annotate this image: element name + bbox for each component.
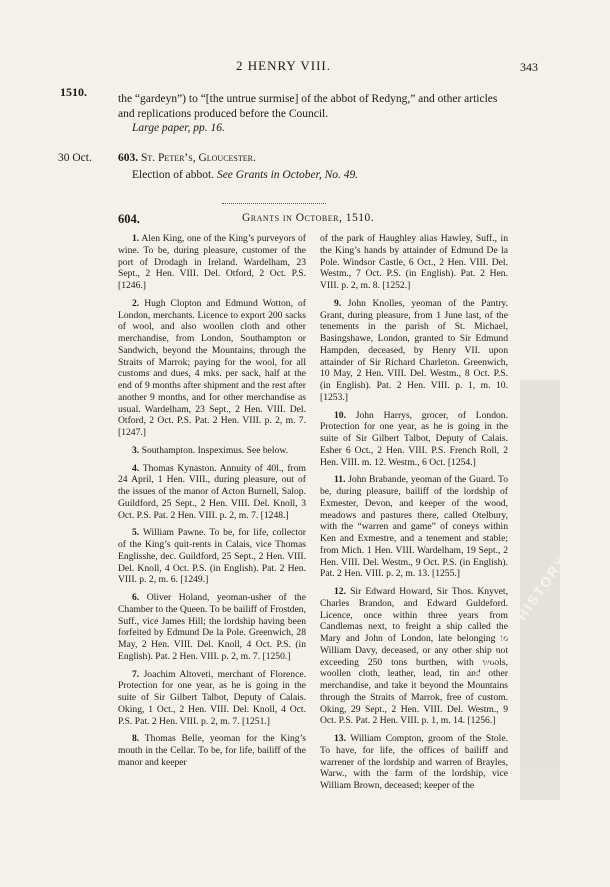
grant-text: Alen King, one of the King’s purveyors of wine. To be, during pleasure, customer of the port of Drodagh in Ireland. Wardelham, 23 Sept., 2 Hen. VIII. Del. Otford, 2 Oct. P.S. [1246.] <box>118 233 306 291</box>
grant-paragraph <box>118 445 306 457</box>
page-number: 343 <box>520 60 538 74</box>
grant-text: Oliver Holand, yeoman-usher of the Chamber to the Queen. To be bailiff of Frostden, Suff., vice James Hill; the lordship having been forfeited by Edmund De la Pole. Greenwich, 28 May, 2 Hen. VIII. Del. Knoll, 4 Oct. P.S. (in English). Pat. 2 Hen. VIII. p. 2, m. 7. [1250.] <box>118 592 306 662</box>
grant-paragraph <box>118 233 306 292</box>
grant-paragraph <box>320 298 508 404</box>
grant-number: 10. <box>334 409 346 421</box>
grant-number: 7. <box>132 668 140 680</box>
grant-number: 6. <box>132 592 140 603</box>
grant-number: 11. <box>334 474 346 486</box>
grant-number: 1. <box>132 233 140 244</box>
section-divider <box>222 203 326 204</box>
entry-603 <box>118 150 498 184</box>
grant-number: 2. <box>132 297 140 309</box>
grant-text: John Harrys, grocer, of London. Protection for one year, as he is going in the suite of Sir Gilbert Talbot, Deputy of Calais. Esher 6 Oct., 2 Hen. VIII. P.S. French Roll, 2 Hen. VIII. m. 12. Westm., 6 Oct. [1254.] <box>320 409 508 468</box>
right-column <box>320 233 508 798</box>
entry-604-number: 604. <box>118 212 140 226</box>
grant-number: 4. <box>132 462 140 474</box>
grant-number: 9. <box>334 297 342 309</box>
carryover-text: the “gardeyn”) to “[the untrue surmise] of the abbot of Redyng,” and other articles and replications produced before the Council. <box>118 93 498 120</box>
grant-text: John Knolles, yeoman of the Pantry. Grant, during pleasure, from 1 June last, of the tenements in the parish of St. Michael, Basingshawe, London, granted to Sir Edmund Hampden, deceased, by Henry VII. upon attainder of Sir Richard Charleton. Greenwich, 10 May, 2 Hen. VIII. Del. Westm., 8 Oct. P.S. (in English). Pat. 2 Hen. VIII. p. 1, m. 10. [1253.] <box>320 297 508 403</box>
grant-paragraph <box>118 592 306 663</box>
grant-number: 12. <box>334 586 346 597</box>
entry-604-title: Grants in October, 1510. <box>242 212 375 224</box>
grant-number: 13. <box>334 733 346 744</box>
margin-date: 30 Oct. <box>58 152 92 164</box>
grant-paragraph <box>320 410 508 469</box>
grant-text: Sir Edward Howard, Sir Thos. Knyvet, Charles Brandon, and Edward Guldeford. Licence, once within three years from Candlemas next, to freight a ship called the Mary and John of London, late belonging to William Davy, deceased, or any other ship not exceeding 250 tons burthen, with wools, woollen cloth, leather, lead, tin and other merchandise, and take it beyond the Mountains through the Straits of Marrok, free of custom. Oking, 29 Sept., 2 Hen. VIII. Del. Westm., 9 Oct. P.S. Pat. 2 Hen. VIII. p. 1, m. 14. [1256.] <box>320 586 508 727</box>
grant-paragraph <box>320 233 508 292</box>
carryover-paragraph <box>118 92 498 136</box>
entry-603-crossref: See Grants in October, No. 49. <box>216 169 359 181</box>
grant-paragraph <box>320 474 508 580</box>
running-head-title: 2 HENRY VIII. <box>236 58 331 73</box>
grant-paragraph <box>118 527 306 586</box>
grant-text: Southampton. Inspeximus. See below. <box>141 444 289 456</box>
grant-number: 8. <box>132 733 140 745</box>
grant-paragraph <box>118 669 306 728</box>
grant-text: Hugh Clopton and Edmund Wotton, of London, merchants. Licence to export 200 sacks of wool, and also woollen cloth and other merchandise, from London, Southampton or Sandwich, beyond the Mountains, through the Straits of Marrok; paying for the wool, for all customs and dues, 4 mks. per sack, half at the end of 9 months after shipment and the rest after another 9 months, and for other merchandise as usual. Wardelham, 23 Sept., 2 Hen. VIII. Del. Otford, 2 Oct. P.S. Pat. 2 Hen. VIII. p. 2, m. 7. [1247.] <box>118 297 306 438</box>
grant-paragraph <box>320 586 508 727</box>
entry-603-title: St. Peter’s, Gloucester. <box>141 152 256 164</box>
carryover-note: Large paper, pp. 16. <box>132 122 225 134</box>
margin-year: 1510. <box>60 85 87 99</box>
grant-text: William Pawne. To be, for life, collector of the King’s quit-rents in Calais, vice Thomas Englisshe, dec. Guildford, 25 Sept., 2 Hen. VIII. Del. Knoll, 4 Oct. P.S. (in English). Pat. 2 Hen. VIII. p. 2, m. 6. [1249.] <box>118 527 306 586</box>
grant-number: 5. <box>132 527 140 539</box>
watermark-text: BRITISH HISTORY ONLINE <box>469 494 610 686</box>
grant-text: Thomas Belle, yeoman for the King’s mouth in the Cellar. To be, for life, bailiff of the manor and keeper <box>118 733 306 768</box>
grant-paragraph <box>320 733 508 792</box>
grant-number: 3. <box>132 444 140 456</box>
grant-text: Thomas Kynaston. Annuity of 40l., from 24 April, 1 Hen. VIII., during pleasure, out of the issues of the manor of Acton Burnell, Salop. Guildford, 25 Sept., 2 Hen. VIII. Del. Knoll, 3 Oct. P.S. Pat. 2 Hen. VIII. p. 2, m. 7. [1248.] <box>118 462 306 521</box>
grant-text: William Compton, groom of the Stole. To have, for life, the offices of bailiff and warrener of the lordship and warren of Brayles, Warw., with the farm of the lordship, vice William Brown, deceased; keeper of the <box>320 733 508 791</box>
grant-paragraph <box>118 298 306 439</box>
entry-604-heading <box>118 212 508 227</box>
watermark <box>469 380 610 800</box>
grant-paragraph <box>118 463 306 522</box>
grant-paragraph <box>118 733 306 768</box>
grant-text: Joachim Altoveti, merchant of Florence. Protection for one year, as he is going in the suite of Sir Gilbert Talbot, Deputy of Calais. Oking, 1 Oct., 2 Hen. VIII. Del. Knoll, 4 Oct. P.S. Pat. 2 Hen. VIII. p. 2, m. 7. [1251.] <box>118 668 306 727</box>
grant-text: John Brabande, yeoman of the Guard. To be, during pleasure, bailiff of the lordship of Exmester, Devon, and keeper of the wood, meadows and pastures there, called Otelbury, with the “warren and game” of coneys within Ken and Exmestre, and a tenement and stable; from Mich. 1 Hen. VIII. Wardelham, 19 Sept., 2 Hen. VIII. Del. Westm., 9 Oct. P.S. (in English). Pat. 2 Hen. VIII. p. 2, m. 13. [1255.] <box>320 474 508 580</box>
entry-603-number: 603. <box>118 152 139 164</box>
grant-text: of the park of Haughley alias Hawley, Suff., in the King’s hands by attainder of Edmund De la Pole. Windsor Castle, 6 Oct., 2 Hen. VIII. Del. Westm., 7 Oct. P.S. (in English). Pat. 2 Hen. VIII. p. 2, m. 8. [1252.] <box>320 233 508 291</box>
left-column <box>118 233 306 775</box>
entry-603-body: Election of abbot. <box>132 169 217 181</box>
